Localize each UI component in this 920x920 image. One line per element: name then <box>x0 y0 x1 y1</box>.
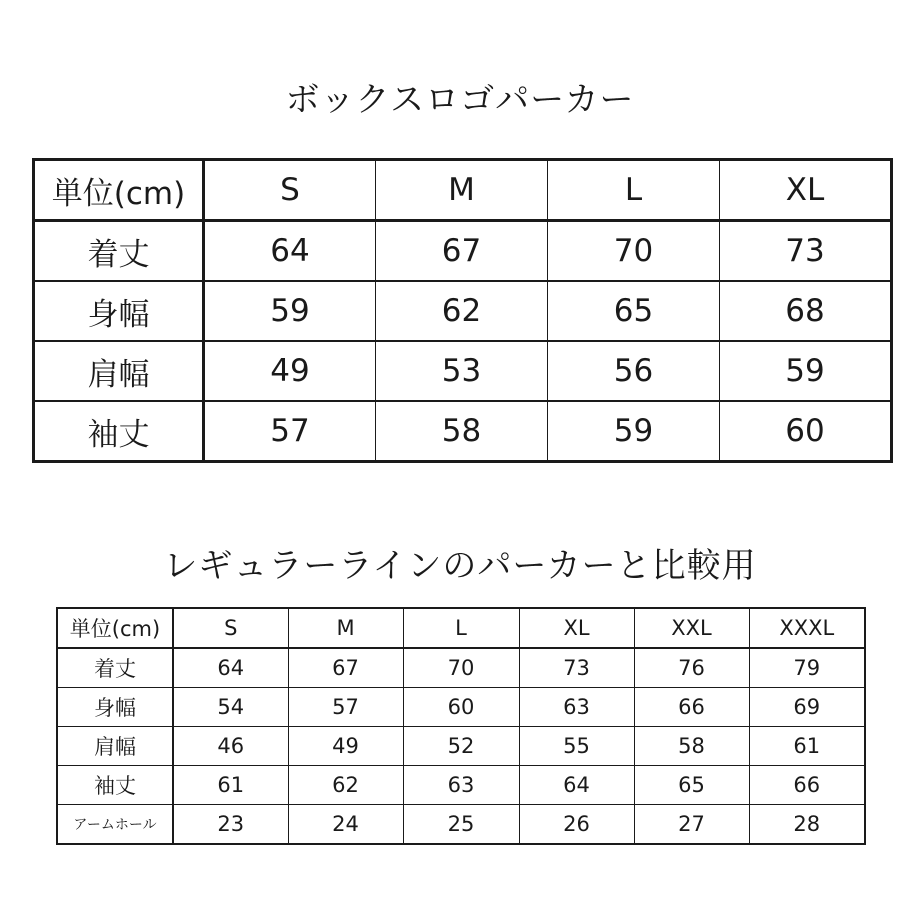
table-cell: 58 <box>634 727 749 766</box>
table-cell: 66 <box>634 688 749 727</box>
table-cell: 63 <box>519 688 634 727</box>
table-cell: 79 <box>749 648 865 688</box>
size-header-cell: XXXL <box>749 608 865 648</box>
size-header-cell: XXL <box>634 608 749 648</box>
table-cell: 57 <box>204 401 376 462</box>
row-label-cell: 着丈 <box>34 221 204 282</box>
row-label-cell: 袖丈 <box>57 766 173 805</box>
table-cell: 65 <box>548 281 720 341</box>
size-header-cell: M <box>288 608 403 648</box>
row-label-cell: 身幅 <box>57 688 173 727</box>
table-cell: 70 <box>403 648 519 688</box>
table-cell: 61 <box>749 727 865 766</box>
table-cell: 59 <box>548 401 720 462</box>
box-logo-size-table <box>32 158 893 463</box>
table-cell: 60 <box>403 688 519 727</box>
table-cell: 59 <box>720 341 892 401</box>
table-row <box>57 805 865 845</box>
table-cell: 67 <box>288 648 403 688</box>
table-cell: 58 <box>376 401 548 462</box>
table-row <box>34 401 892 462</box>
table-cell: 64 <box>519 766 634 805</box>
row-label-cell: 袖丈 <box>34 401 204 462</box>
table-header-row <box>34 160 892 221</box>
size-header-cell: XL <box>519 608 634 648</box>
size-header-cell: M <box>376 160 548 221</box>
row-label-cell: 肩幅 <box>34 341 204 401</box>
size-header-cell: S <box>204 160 376 221</box>
row-label-cell: 肩幅 <box>57 727 173 766</box>
size-header-cell: L <box>548 160 720 221</box>
table-cell: 56 <box>548 341 720 401</box>
table-cell: 24 <box>288 805 403 845</box>
table-cell: 46 <box>173 727 288 766</box>
table-cell: 53 <box>376 341 548 401</box>
table-cell: 25 <box>403 805 519 845</box>
table-cell: 54 <box>173 688 288 727</box>
table-row <box>34 281 892 341</box>
table-cell: 59 <box>204 281 376 341</box>
table-cell: 27 <box>634 805 749 845</box>
table-cell: 23 <box>173 805 288 845</box>
table-cell: 26 <box>519 805 634 845</box>
table-header-row <box>57 608 865 648</box>
row-label-cell: 着丈 <box>57 648 173 688</box>
table-cell: 76 <box>634 648 749 688</box>
table-cell: 66 <box>749 766 865 805</box>
table-cell: 64 <box>204 221 376 282</box>
regular-line-size-table <box>56 607 866 845</box>
size-header-cell: XL <box>720 160 892 221</box>
table-cell: 69 <box>749 688 865 727</box>
table-cell: 73 <box>519 648 634 688</box>
unit-header-cell: 単位(cm) <box>34 160 204 221</box>
table-cell: 60 <box>785 413 825 449</box>
table-cell: 73 <box>720 221 892 282</box>
table-cell: 70 <box>548 221 720 282</box>
table-cell: 49 <box>204 341 376 401</box>
size-header-cell: L <box>403 608 519 648</box>
table-cell: 61 <box>173 766 288 805</box>
table-cell: 52 <box>403 727 519 766</box>
box-logo-parka-title: ボックスロゴパーカー <box>285 80 635 120</box>
table-cell: 63 <box>403 766 519 805</box>
table-cell: 62 <box>288 766 403 805</box>
table-cell: 65 <box>634 766 749 805</box>
table-row <box>34 341 892 401</box>
table-cell: 68 <box>720 281 892 341</box>
table-row <box>57 727 865 766</box>
table-cell: 49 <box>288 727 403 766</box>
table-cell: 62 <box>376 281 548 341</box>
row-label-cell: アームホール <box>57 805 173 845</box>
table-cell: 28 <box>793 812 821 836</box>
table-row <box>34 221 892 282</box>
table-row <box>57 648 865 688</box>
regular-line-comparison-title: レギュラーラインのパーカーと比較用 <box>163 546 757 586</box>
table-row <box>57 688 865 727</box>
table-cell: 64 <box>173 648 288 688</box>
table-cell: 57 <box>288 688 403 727</box>
table-cell: 67 <box>376 221 548 282</box>
table-row <box>57 766 865 805</box>
unit-header-cell: 単位(cm) <box>57 608 173 648</box>
table-cell: 55 <box>519 727 634 766</box>
row-label-cell: 身幅 <box>34 281 204 341</box>
size-header-cell: S <box>173 608 288 648</box>
